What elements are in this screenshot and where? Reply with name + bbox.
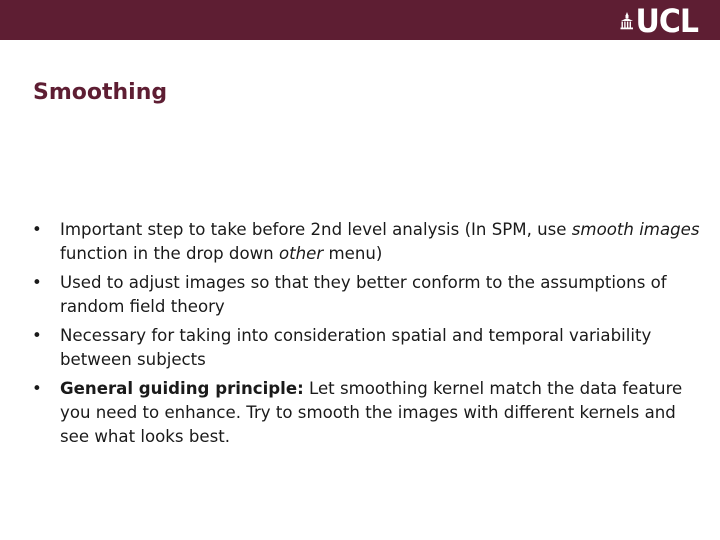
bullet-text-segment: menu) xyxy=(323,244,383,263)
bullet-item xyxy=(30,271,700,319)
bullet-text-segment: other xyxy=(278,244,324,263)
bullet-text-segment: Let smoothing kernel match the data feature you need to enhance. Try to smooth the images with different kernels and see what looks best. xyxy=(60,379,683,446)
bullet-dot: • xyxy=(32,220,42,239)
slide-title: Smoothing xyxy=(33,80,168,105)
portico-icon xyxy=(620,12,634,32)
bullet-list xyxy=(30,218,700,454)
bullet-item xyxy=(30,377,700,449)
bullet-text-segment: Important step to take before 2nd level analysis (In SPM, use xyxy=(60,220,572,239)
bullet-text-segment: smooth images xyxy=(571,220,700,239)
bullet-dot: • xyxy=(32,379,42,398)
logo-text: UCL xyxy=(635,2,698,41)
bullet-dot: • xyxy=(32,326,42,345)
ucl-logo xyxy=(620,2,699,41)
bullet-text-segment: Necessary for taking into consideration spatial and temporal variability between subjects xyxy=(60,326,652,369)
bullet-text-segment: General guiding principle: xyxy=(60,379,304,398)
bullet-text-segment: function in the drop down xyxy=(60,244,279,263)
bullet-text-segment: Used to adjust images so that they better conform to the assumptions of random field theory xyxy=(60,273,667,316)
bullet-dot: • xyxy=(32,273,42,292)
bullet-item xyxy=(30,324,700,372)
header-bar xyxy=(0,0,720,40)
bullet-item xyxy=(30,218,700,266)
